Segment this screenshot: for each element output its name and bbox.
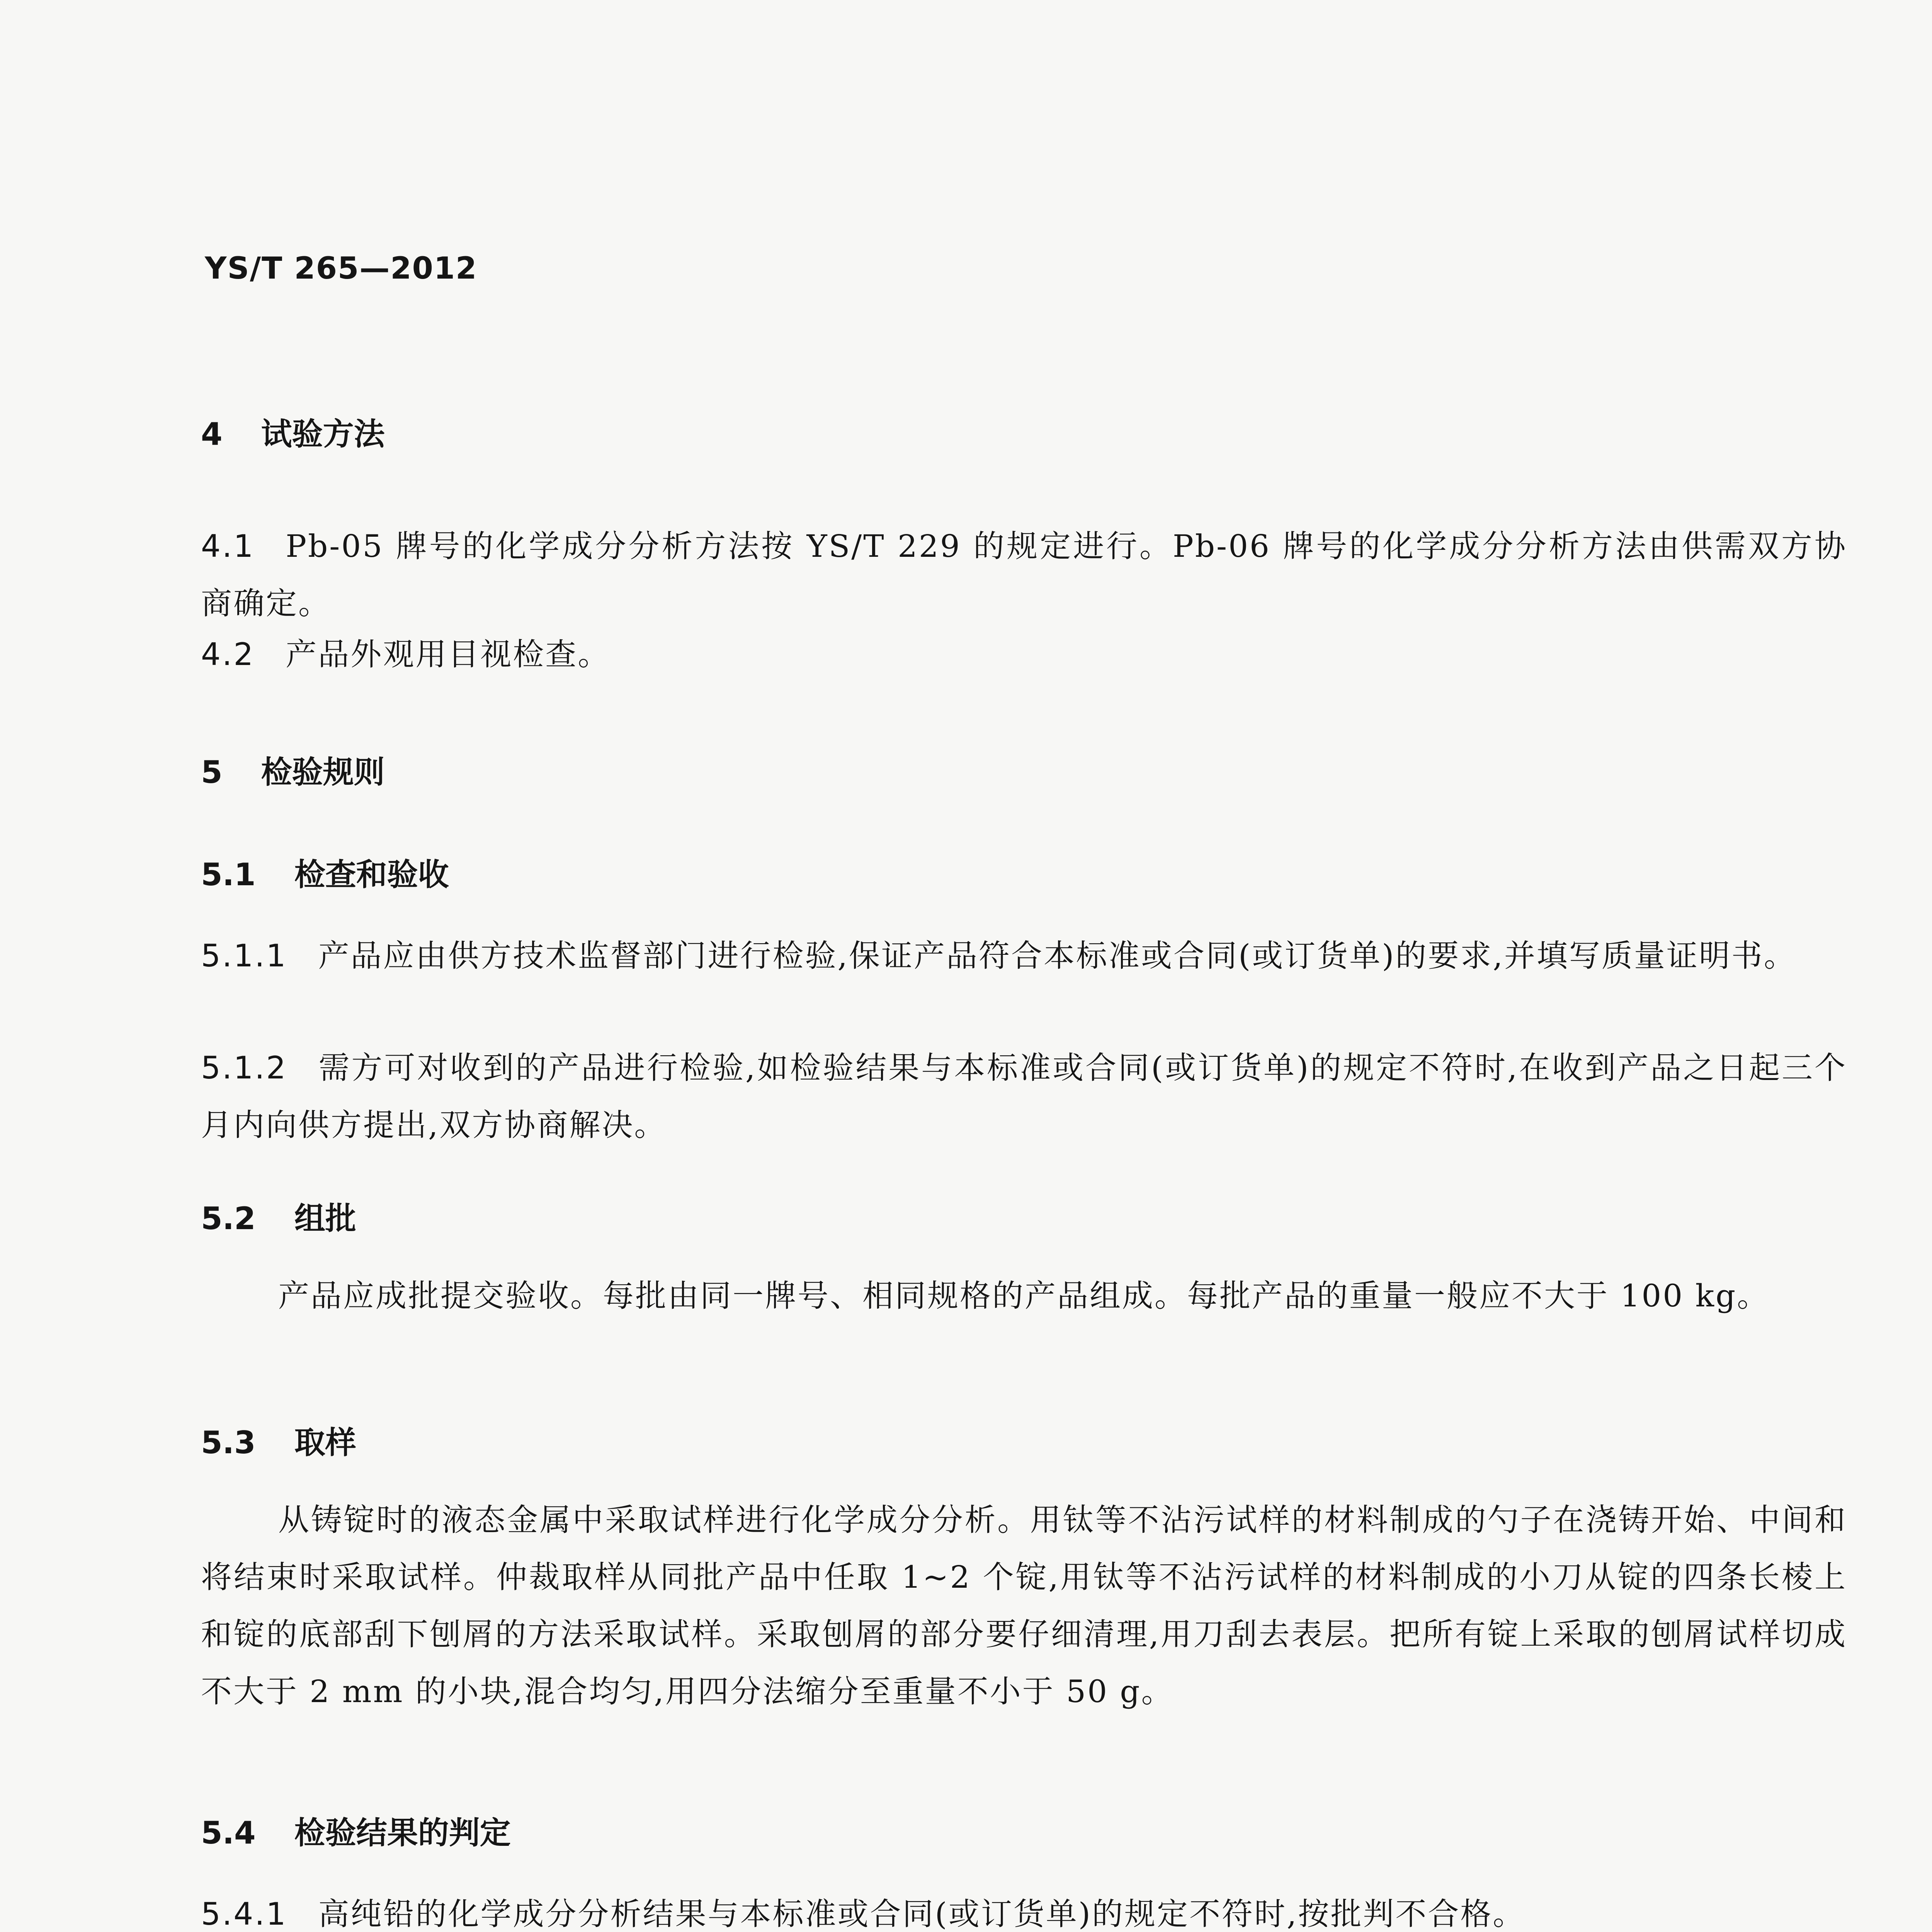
clause-5-1-1 bbox=[201, 927, 1847, 985]
section-number: 4 bbox=[201, 416, 223, 452]
subsection-5-2-heading bbox=[201, 1190, 1847, 1247]
clause-text: 产品应由供方技术监督部门进行检验,保证产品符合本标准或合同(或订货单)的要求,并填写质量证明书。 bbox=[318, 938, 1796, 974]
subsection-title: 取样 bbox=[294, 1425, 356, 1461]
section-title: 检验规则 bbox=[261, 754, 385, 790]
subsection-5-3-heading bbox=[201, 1414, 1847, 1471]
subsection-title: 组批 bbox=[294, 1201, 356, 1236]
subsection-title: 检验结果的判定 bbox=[294, 1815, 511, 1851]
clause-text: 产品外观用目视检查。 bbox=[286, 636, 611, 672]
clause-number: 4.2 bbox=[201, 636, 255, 672]
subsection-number: 5.2 bbox=[201, 1201, 256, 1236]
subsection-title: 检查和验收 bbox=[294, 857, 449, 893]
subsection-number: 5.3 bbox=[201, 1425, 256, 1461]
section-5-heading bbox=[201, 744, 1847, 801]
clause-number: 5.1.2 bbox=[201, 1050, 287, 1086]
clause-5-2-text: 产品应成批提交验收。每批由同一牌号、相同规格的产品组成。每批产品的重量一般应不大于 100 kg。 bbox=[278, 1278, 1770, 1314]
clause-number: 5.4.1 bbox=[201, 1896, 287, 1932]
subsection-5-1-heading bbox=[201, 846, 1847, 903]
clause-4-1 bbox=[201, 518, 1847, 632]
clause-number: 5.1.1 bbox=[201, 938, 287, 974]
subsection-number: 5.1 bbox=[201, 857, 256, 893]
clause-text: Pb-05 牌号的化学成分分析方法按 YS/T 229 的规定进行。Pb-06 牌号的化学成分分析方法由供需双方协商确定。 bbox=[201, 528, 1847, 621]
clause-4-2 bbox=[201, 626, 1847, 683]
clause-number: 4.1 bbox=[201, 528, 255, 564]
clause-text: 需方可对收到的产品进行检验,如检验结果与本标准或合同(或订货单)的规定不符时,在收到产品之日起三个月内向供方提出,双方协商解决。 bbox=[201, 1050, 1847, 1143]
section-title: 试验方法 bbox=[261, 416, 385, 452]
clause-text: 高纯铅的化学成分分析结果与本标准或合同(或订货单)的规定不符时,按批判不合格。 bbox=[318, 1896, 1526, 1932]
standard-code: YS/T 265—2012 bbox=[205, 251, 478, 286]
section-4-heading bbox=[201, 406, 1847, 463]
clause-5-4-1 bbox=[201, 1886, 1847, 1932]
clause-5-1-2 bbox=[201, 1039, 1847, 1154]
section-number: 5 bbox=[201, 754, 223, 790]
subsection-number: 5.4 bbox=[201, 1815, 256, 1851]
subsection-5-4-heading bbox=[201, 1804, 1847, 1862]
clause-5-3-text: 从铸锭时的液态金属中采取试样进行化学成分分析。用钛等不沾污试样的材料制成的勺子在浇铸开始、中间和将结束时采取试样。仲裁取样从同批产品中任取 1~2 个锭,用钛等不沾污试样的材料制成的小刀从锭的四条长棱上和锭的底部刮下刨屑的方法采取试样。采取刨屑的部分要仔细清理,用刀刮去表层。把所有锭上采取的刨屑试样切成不大于 2 mm 的小块,混合均匀,用四分法缩分至重量不小于 50 g。 bbox=[201, 1502, 1847, 1709]
